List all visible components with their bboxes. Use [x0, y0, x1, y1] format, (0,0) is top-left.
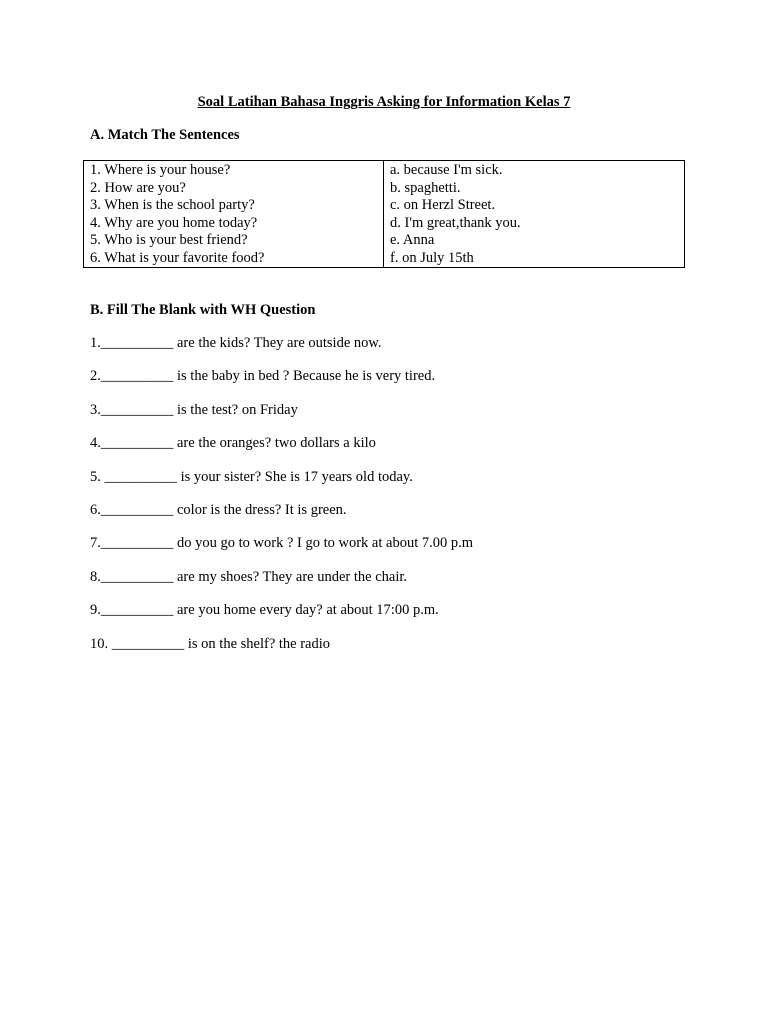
match-question: 6. What is your favorite food?: [90, 249, 265, 266]
fill-blank-item: 10. __________ is on the shelf? the radio: [90, 635, 331, 652]
match-question: 3. When is the school party?: [90, 197, 255, 214]
match-answer: e. Anna: [390, 232, 435, 249]
fill-blank-item: 2.__________ is the baby in bed ? Because he is very tired.: [90, 368, 436, 385]
fill-blank-list: [90, 335, 690, 669]
match-answer: d. I'm great,thank you.: [390, 214, 521, 231]
fill-blank-item: 7.__________ do you go to work ? I go to work at about 7.00 p.m: [90, 535, 474, 552]
match-question: 4. Why are you home today?: [90, 214, 258, 231]
match-answer: f. on July 15th: [390, 249, 474, 266]
fill-blank-item: 9.__________ are you home every day? at about 17:00 p.m.: [90, 602, 439, 619]
match-answers-column: [384, 161, 684, 267]
document-title: Soal Latihan Bahasa Inggris Asking for Information Kelas 7: [197, 94, 571, 110]
fill-blank-item: 8.__________ are my shoes? They are under the chair.: [90, 568, 408, 585]
match-table: [83, 160, 685, 268]
fill-blank-item: 1.__________ are the kids? They are outside now.: [90, 335, 382, 351]
match-question: 1. Where is your house?: [90, 162, 231, 178]
section-b-heading: B. Fill The Blank with WH Question: [90, 302, 316, 318]
fill-blank-item: 3.__________ is the test? on Friday: [90, 401, 298, 418]
fill-blank-item: 6.__________ color is the dress? It is green.: [90, 501, 347, 518]
match-question: 2. How are you?: [90, 179, 186, 196]
match-questions-column: [84, 161, 384, 267]
match-question: 5. Who is your best friend?: [90, 232, 248, 249]
match-answer: a. because I'm sick.: [390, 162, 503, 178]
section-a-heading: A. Match The Sentences: [90, 127, 240, 143]
fill-blank-item: 5. __________ is your sister? She is 17 years old today.: [90, 468, 413, 485]
match-answer: c. on Herzl Street.: [390, 197, 496, 214]
fill-blank-item: 4.__________ are the oranges? two dollars a kilo: [90, 435, 376, 452]
match-answer: b. spaghetti.: [390, 179, 461, 196]
